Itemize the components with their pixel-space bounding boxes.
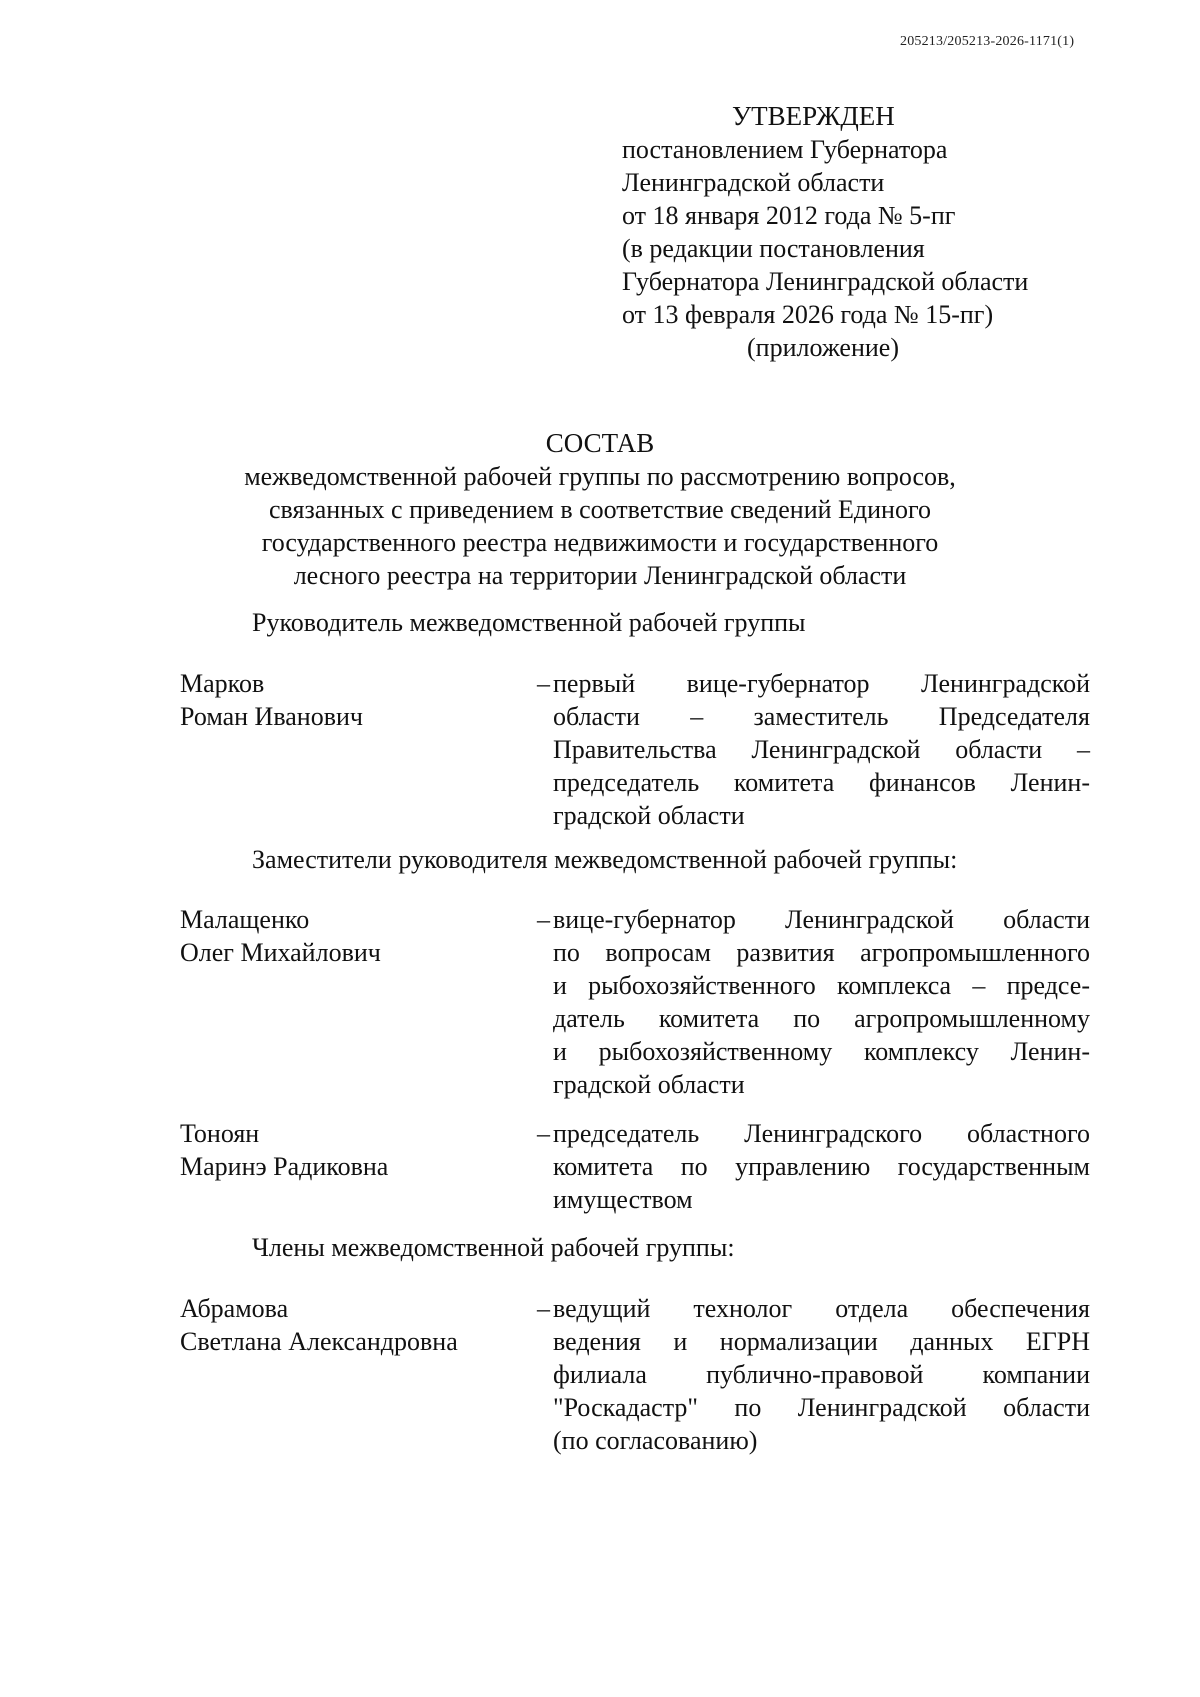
position-line: и рыбохозяйственного комплекса – предсе- (553, 971, 1090, 1000)
title-line: межведомственной рабочей группы по рассмотрению вопросов, (244, 462, 956, 491)
member-surname: Тоноян (180, 1119, 260, 1148)
title-line: лесного реестра на территории Ленинградской области (293, 561, 907, 590)
position-line: "Роскадастр" по Ленинградской области (553, 1393, 1090, 1422)
approval-line: Ленинградской области (622, 168, 885, 197)
position-line: вице-губернатор Ленинградской области (553, 905, 1090, 934)
position-line: первый вице-губернатор Ленинградской (553, 669, 1090, 698)
member-surname: Абрамова (180, 1294, 289, 1323)
position-line: председатель комитета финансов Ленин- (553, 768, 1090, 797)
member-dash: – (537, 669, 550, 698)
member-dash: – (537, 905, 550, 934)
approval-line: от 18 января 2012 года № 5-пг (622, 201, 956, 230)
member-surname: Малащенко (180, 905, 310, 934)
position-line: градской области (553, 1070, 745, 1099)
section-heading-deputies: Заместители руководителя межведомственной рабочей группы: (252, 845, 958, 874)
position-line: датель комитета по агропромышленному (553, 1004, 1090, 1033)
member-given-name: Олег Михайлович (180, 938, 381, 967)
approval-line: постановлением Губернатора (622, 135, 948, 164)
position-line: председатель Ленинградского областного (553, 1119, 1090, 1148)
title-line: связанных с приведением в соответствие сведений Единого (269, 495, 931, 524)
approval-heading: УТВЕРЖДЕН (732, 101, 895, 131)
approval-stamp (622, 100, 1102, 364)
approval-line: Губернатора Ленинградской области (622, 267, 1029, 296)
position-line: (по согласованию) (553, 1426, 758, 1455)
position-line: Правительства Ленинградской области – (553, 735, 1090, 764)
position-line: градской области (553, 801, 745, 830)
member-dash: – (537, 1119, 550, 1148)
member-surname: Марков (180, 669, 265, 698)
position-line: ведущий технолог отдела обеспечения (553, 1294, 1090, 1323)
member-given-name: Светлана Александровна (180, 1327, 458, 1356)
position-line: по вопросам развития агропромышленного (553, 938, 1090, 967)
position-line: области – заместитель Председателя (553, 702, 1090, 731)
section-heading-members: Члены межведомственной рабочей группы: (252, 1233, 735, 1262)
approval-tail: (приложение) (747, 333, 900, 362)
member-dash: – (537, 1294, 550, 1323)
member-position (553, 1117, 1090, 1216)
position-line: имуществом (553, 1185, 693, 1214)
section-heading-leader: Руководитель межведомственной рабочей группы (252, 608, 806, 637)
position-line: и рыбохозяйственному комплексу Ленин- (553, 1037, 1090, 1066)
member-given-name: Маринэ Радиковна (180, 1152, 389, 1181)
approval-line: (в редакции постановления (622, 234, 925, 263)
member-name (180, 1117, 520, 1183)
member-name (180, 667, 520, 733)
title-main: СОСТАВ (545, 428, 655, 458)
document-title (0, 427, 1200, 592)
member-position (553, 1292, 1090, 1457)
approval-line: от 13 февраля 2026 года № 15-пг) (622, 300, 994, 329)
member-given-name: Роман Иванович (180, 702, 363, 731)
position-line: ведения и нормализации данных ЕГРН (553, 1327, 1090, 1356)
document-number: 205213/205213-2026-1171(1) (900, 34, 1075, 49)
position-line: филиала публично-правовой компании (553, 1360, 1090, 1389)
member-name (180, 1292, 520, 1358)
member-position (553, 903, 1090, 1101)
member-name (180, 903, 520, 969)
position-line: комитета по управлению государственным (553, 1152, 1090, 1181)
member-position (553, 667, 1090, 832)
title-line: государственного реестра недвижимости и государственного (261, 528, 939, 557)
